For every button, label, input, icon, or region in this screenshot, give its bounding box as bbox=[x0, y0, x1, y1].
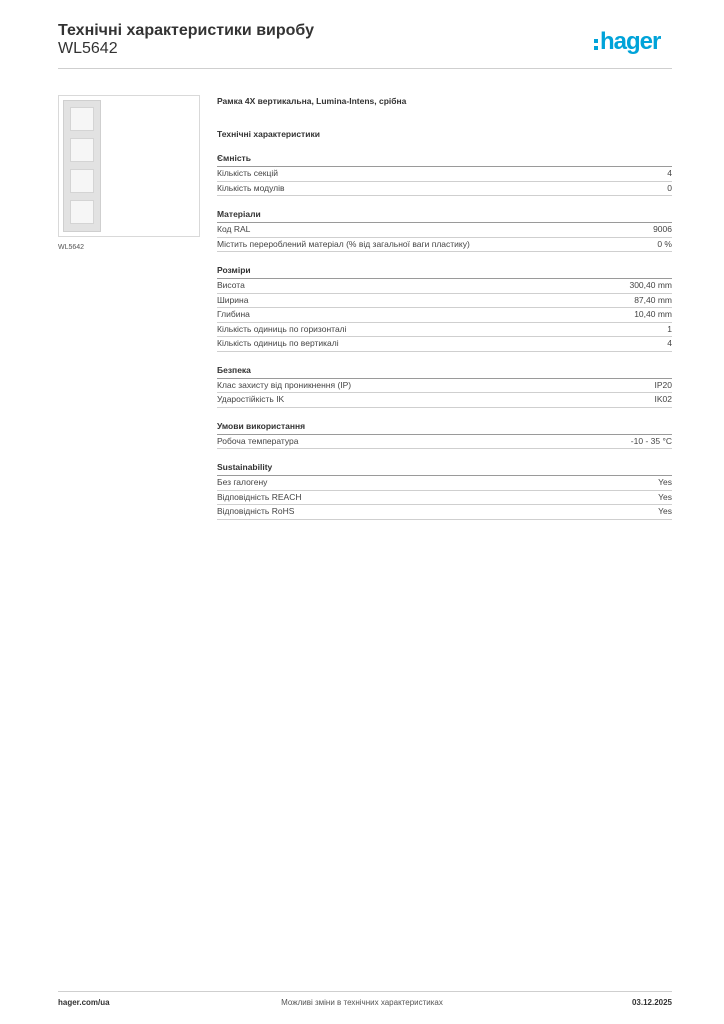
spec-value: 4 bbox=[667, 168, 672, 178]
spec-value: Yes bbox=[658, 491, 672, 502]
spec-value: 300,40 mm bbox=[629, 280, 672, 290]
spec-group-title: Безпека bbox=[217, 365, 672, 379]
spec-row bbox=[217, 223, 672, 238]
spec-label: Кількість модулів bbox=[217, 182, 285, 193]
logo-text: hager bbox=[600, 28, 661, 55]
spec-group-title: Розміри bbox=[217, 265, 672, 279]
spec-row bbox=[217, 491, 672, 506]
spec-groups bbox=[217, 153, 672, 520]
spec-value: IK02 bbox=[654, 394, 672, 404]
footer-notice: Можливі зміни в технічних характеристиках bbox=[281, 998, 443, 1007]
spec-value: 9006 bbox=[653, 224, 672, 234]
footer-divider bbox=[58, 991, 672, 992]
spec-value: IP20 bbox=[654, 379, 672, 390]
specs-heading: Технічні характеристики bbox=[217, 129, 320, 139]
spec-label: Кількість одиниць по вертикалі bbox=[217, 338, 339, 348]
logo-dots-icon bbox=[594, 39, 598, 50]
spec-row bbox=[217, 323, 672, 338]
spec-group-title: Sustainability bbox=[217, 462, 672, 476]
product-name: Рамка 4X вертикальна, Lumina-Intens, срібна bbox=[217, 96, 407, 106]
product-image-caption: WL5642 bbox=[58, 244, 85, 251]
spec-label: Відповідність RoHS bbox=[217, 506, 295, 516]
footer-date: 03.12.2025 bbox=[631, 998, 672, 1007]
spec-value: -10 - 35 °C bbox=[630, 435, 672, 446]
spec-row bbox=[217, 379, 672, 394]
footer-website: hager.com/ua bbox=[58, 998, 110, 1007]
spec-group-title: Матеріали bbox=[217, 209, 672, 223]
hager-logo bbox=[594, 30, 660, 54]
spec-label: Код RAL bbox=[217, 224, 251, 234]
spec-label: Робоча температура bbox=[217, 435, 299, 446]
product-code: WL5642 bbox=[58, 40, 118, 57]
spec-label: Висота bbox=[217, 280, 245, 290]
spec-row bbox=[217, 337, 672, 352]
spec-value: 4 bbox=[667, 338, 672, 348]
spec-label: Кількість одиниць по горизонталі bbox=[217, 323, 347, 334]
spec-value: 0 % bbox=[657, 238, 672, 249]
spec-value: Yes bbox=[658, 506, 672, 516]
spec-value: Yes bbox=[658, 477, 672, 487]
frame-cell bbox=[70, 107, 94, 131]
spec-label: Без галогену bbox=[217, 477, 268, 487]
spec-label: Клас захисту від проникнення (IP) bbox=[217, 379, 352, 390]
spec-value: 10,40 mm bbox=[634, 309, 672, 319]
spec-label: Відповідність REACH bbox=[217, 491, 302, 502]
spec-label: Ударостійкість IK bbox=[217, 394, 285, 404]
spec-row bbox=[217, 294, 672, 309]
spec-row bbox=[217, 182, 672, 197]
spec-row bbox=[217, 167, 672, 182]
spec-row bbox=[217, 435, 672, 450]
spec-row bbox=[217, 238, 672, 253]
spec-row bbox=[217, 308, 672, 323]
frame-cell bbox=[70, 169, 94, 193]
spec-row bbox=[217, 393, 672, 408]
spec-content bbox=[217, 95, 672, 520]
spec-group-title: Ємність bbox=[217, 153, 672, 167]
spec-value: 87,40 mm bbox=[634, 294, 672, 305]
page-title: Технічні характеристики виробу bbox=[58, 22, 314, 39]
spec-row bbox=[217, 505, 672, 520]
frame-4x-vertical-icon bbox=[63, 100, 101, 232]
header-divider bbox=[58, 68, 672, 69]
spec-value: 1 bbox=[667, 323, 672, 334]
spec-row bbox=[217, 476, 672, 491]
frame-cell bbox=[70, 138, 94, 162]
spec-label: Містить перероблений матеріал (% від загальної ваги пластику) bbox=[217, 238, 470, 249]
spec-label: Глибина bbox=[217, 309, 250, 319]
spec-group-title: Умови використання bbox=[217, 421, 672, 435]
spec-label: Кількість секцій bbox=[217, 168, 278, 178]
product-image bbox=[58, 95, 200, 237]
spec-row bbox=[217, 279, 672, 294]
spec-label: Ширина bbox=[217, 294, 249, 305]
spec-value: 0 bbox=[667, 182, 672, 193]
frame-cell bbox=[70, 200, 94, 224]
